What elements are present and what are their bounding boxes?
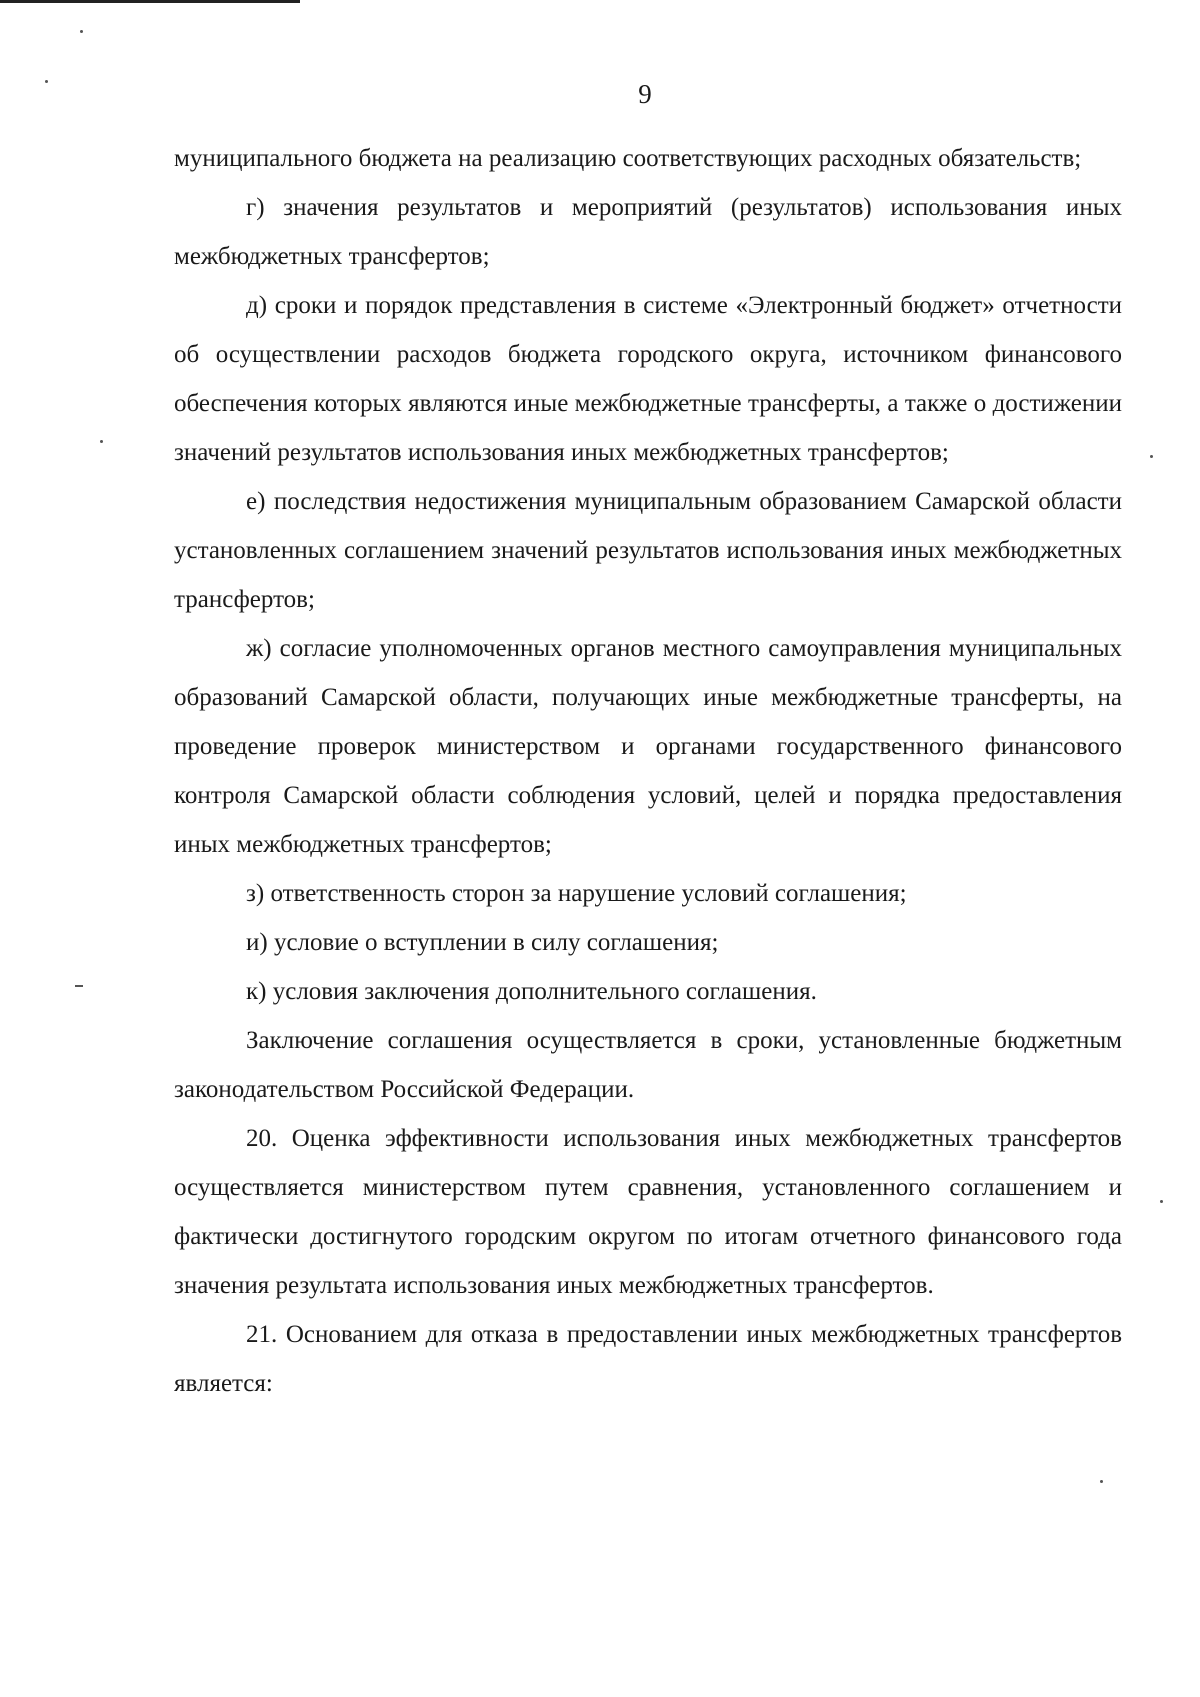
scan-speck — [1160, 1200, 1163, 1203]
paragraph-item-zh: ж) согласие уполномоченных органов местного самоуправления муниципальных образований Самарской области, получающих иные межбюджетные трансферты, на проведение проверок министерством и органами государственного финансового контроля Самарской области соблюдения условий, целей и порядка предоставления иных межбюджетных трансфертов; — [174, 635, 1122, 858]
paragraph-item-g: г) значения результатов и мероприятий (результатов) использования иных межбюджетных трансфертов; — [174, 194, 1122, 270]
scan-speck — [45, 80, 48, 83]
paragraph-item-d: д) сроки и порядок представления в системе «Электронный бюджет» отчетности об осуществлении расходов бюджета городского округа, источником финансового обеспечения которых являются иные межбюджетные трансферты, а также о достижении значений результатов использования иных межбюджетных трансфертов; — [174, 292, 1122, 466]
scan-speck — [100, 440, 103, 443]
document-body — [174, 134, 1122, 1408]
paragraph-section-20: 20. Оценка эффективности использования иных межбюджетных трансфертов осуществляется министерством путем сравнения, установленного соглашением и фактически достигнутого городским округом по итогам отчетного финансового года значения результата использования иных межбюджетных трансфертов. — [174, 1125, 1122, 1299]
paragraph-item-z: з) ответственность сторон за нарушение условий соглашения; — [246, 880, 907, 907]
paragraph-agreement-conclusion: Заключение соглашения осуществляется в сроки, установленные бюджетным законодательством Российской Федерации. — [174, 1027, 1122, 1103]
scan-speck — [80, 30, 83, 33]
scan-speck — [1150, 455, 1153, 458]
scan-speck — [1100, 1480, 1103, 1483]
page-number: 9 — [638, 79, 652, 109]
paragraph-item-i: и) условие о вступлении в силу соглашения; — [246, 929, 719, 956]
scan-edge-mark — [0, 0, 300, 3]
paragraph-item-k: к) условия заключения дополнительного соглашения. — [246, 978, 817, 1005]
paragraph-section-21: 21. Основанием для отказа в предоставлении иных межбюджетных трансфертов является: — [174, 1321, 1122, 1397]
scan-speck — [75, 985, 83, 987]
paragraph-item-e: е) последствия недостижения муниципальным образованием Самарской области установленных соглашением значений результатов использования иных межбюджетных трансфертов; — [174, 488, 1122, 613]
paragraph-continuation: муниципального бюджета на реализацию соответствующих расходных обязательств; — [174, 145, 1082, 172]
